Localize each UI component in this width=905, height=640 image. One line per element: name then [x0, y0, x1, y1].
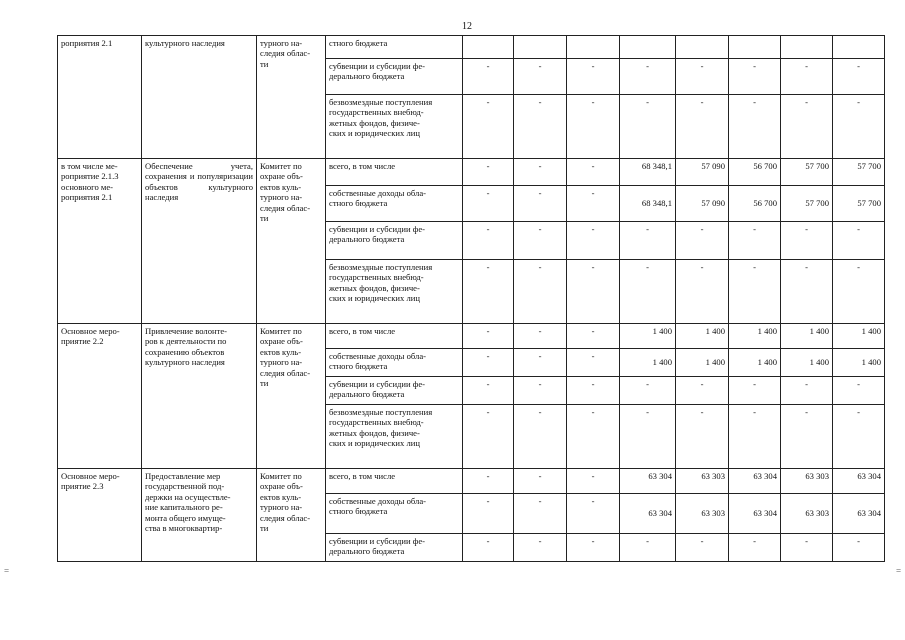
value-cell: - — [514, 349, 567, 377]
value-cell: - — [833, 405, 885, 469]
executor-cell: турного на- следия облас- ти — [257, 36, 326, 159]
value-cell — [463, 36, 514, 59]
value-cell — [833, 36, 885, 59]
value-cell: 1 400 — [620, 324, 676, 349]
value-cell: 1 400 — [676, 349, 729, 377]
value-cell — [567, 36, 620, 59]
value-cell: 1 400 — [676, 324, 729, 349]
value-cell: - — [567, 405, 620, 469]
value-cell: - — [463, 534, 514, 562]
value-cell: - — [567, 324, 620, 349]
funding-source-cell: собственные доходы обла- стного бюджета — [326, 494, 463, 534]
budget-table — [57, 35, 885, 562]
value-cell: 57 700 — [781, 159, 833, 186]
measure-name-cell: Обеспечение учета, сохранения и популяризации объектов культурного наследия — [142, 159, 257, 324]
value-cell: - — [781, 260, 833, 324]
value-cell: - — [514, 59, 567, 95]
funding-source-cell: субвенции и субсидии фе- дерального бюджета — [326, 222, 463, 260]
value-cell: - — [463, 159, 514, 186]
value-cell: - — [463, 405, 514, 469]
value-cell: - — [729, 260, 781, 324]
value-cell: - — [833, 260, 885, 324]
value-cell: - — [676, 222, 729, 260]
funding-source-cell: субвенции и субсидии фе- дерального бюджета — [326, 59, 463, 95]
value-cell: - — [781, 405, 833, 469]
value-cell — [620, 36, 676, 59]
value-cell: 57 090 — [676, 186, 729, 222]
value-cell: - — [567, 95, 620, 159]
measure-name-cell: культурного наследия — [142, 36, 257, 159]
value-cell: - — [833, 95, 885, 159]
value-cell: - — [833, 222, 885, 260]
value-cell: - — [620, 59, 676, 95]
value-cell: 57 090 — [676, 159, 729, 186]
value-cell: - — [729, 222, 781, 260]
value-cell: - — [463, 349, 514, 377]
executor-cell: Комитет по охране объ- ектов куль- турного на- следия облас- ти — [257, 469, 326, 562]
value-cell: - — [620, 222, 676, 260]
value-cell: - — [514, 534, 567, 562]
value-cell: - — [729, 534, 781, 562]
value-cell: 63 303 — [781, 469, 833, 494]
value-cell: - — [567, 59, 620, 95]
funding-source-cell: всего, в том числе — [326, 324, 463, 349]
value-cell: 1 400 — [781, 324, 833, 349]
value-cell: 56 700 — [729, 159, 781, 186]
funding-source-cell: субвенции и субсидии фе- дерального бюджета — [326, 377, 463, 405]
funding-source-cell: безвозмездные поступления государственных внебюд- жетных фондов, физиче- ских и юридических лиц — [326, 260, 463, 324]
value-cell: 63 304 — [620, 469, 676, 494]
value-cell — [729, 36, 781, 59]
value-cell: - — [463, 377, 514, 405]
value-cell: - — [676, 95, 729, 159]
table-row — [58, 469, 885, 494]
value-cell: 68 348,1 — [620, 186, 676, 222]
value-cell: - — [676, 59, 729, 95]
value-cell: 63 303 — [676, 469, 729, 494]
value-cell: - — [567, 222, 620, 260]
value-cell: - — [514, 159, 567, 186]
value-cell: - — [463, 260, 514, 324]
value-cell: - — [567, 534, 620, 562]
table-row — [58, 159, 885, 186]
value-cell: - — [514, 469, 567, 494]
value-cell: - — [567, 469, 620, 494]
value-cell: - — [833, 377, 885, 405]
value-cell: - — [676, 405, 729, 469]
value-cell: - — [567, 186, 620, 222]
value-cell: 1 400 — [781, 349, 833, 377]
funding-source-cell: безвозмездные поступления государственных внебюд- жетных фондов, физиче- ских и юридических лиц — [326, 405, 463, 469]
value-cell: - — [781, 377, 833, 405]
value-cell: - — [514, 186, 567, 222]
value-cell: - — [463, 95, 514, 159]
value-cell: - — [620, 95, 676, 159]
value-cell: - — [567, 349, 620, 377]
value-cell: - — [781, 59, 833, 95]
value-cell — [514, 36, 567, 59]
value-cell: - — [729, 59, 781, 95]
value-cell: 63 304 — [729, 494, 781, 534]
value-cell: - — [620, 534, 676, 562]
funding-source-cell: всего, в том числе — [326, 159, 463, 186]
funding-source-cell: стного бюджета — [326, 36, 463, 59]
measure-cell: Основное меро- приятие 2.2 — [58, 324, 142, 469]
value-cell: - — [463, 469, 514, 494]
value-cell: - — [514, 222, 567, 260]
value-cell: 1 400 — [833, 324, 885, 349]
value-cell: 63 304 — [833, 494, 885, 534]
measure-cell: Основное меро- приятие 2.3 — [58, 469, 142, 562]
value-cell: - — [729, 95, 781, 159]
value-cell: - — [514, 95, 567, 159]
value-cell: - — [514, 405, 567, 469]
value-cell: - — [567, 494, 620, 534]
value-cell: - — [567, 260, 620, 324]
value-cell: - — [833, 534, 885, 562]
value-cell: - — [676, 260, 729, 324]
executor-cell: Комитет по охране объ- ектов куль- турного на- следия облас- ти — [257, 324, 326, 469]
value-cell: 63 303 — [676, 494, 729, 534]
value-cell: 57 700 — [781, 186, 833, 222]
value-cell: 1 400 — [729, 349, 781, 377]
funding-source-cell: собственные доходы обла- стного бюджета — [326, 349, 463, 377]
value-cell: 57 700 — [833, 159, 885, 186]
value-cell: - — [514, 377, 567, 405]
value-cell: 56 700 — [729, 186, 781, 222]
table-row — [58, 324, 885, 349]
value-cell: - — [781, 95, 833, 159]
value-cell: - — [781, 534, 833, 562]
value-cell: 63 303 — [781, 494, 833, 534]
value-cell: - — [463, 186, 514, 222]
funding-source-cell: субвенции и субсидии фе- дерального бюджета — [326, 534, 463, 562]
value-cell: - — [833, 59, 885, 95]
value-cell: - — [463, 59, 514, 95]
value-cell: - — [620, 260, 676, 324]
value-cell: - — [514, 494, 567, 534]
value-cell: - — [676, 534, 729, 562]
measure-cell: роприятия 2.1 — [58, 36, 142, 159]
value-cell: 63 304 — [729, 469, 781, 494]
value-cell: - — [620, 377, 676, 405]
table-row — [58, 36, 885, 59]
value-cell: 63 304 — [833, 469, 885, 494]
value-cell — [676, 36, 729, 59]
value-cell: - — [729, 377, 781, 405]
value-cell: - — [463, 494, 514, 534]
value-cell: - — [463, 324, 514, 349]
value-cell: - — [729, 405, 781, 469]
funding-source-cell: всего, в том числе — [326, 469, 463, 494]
funding-source-cell: безвозмездные поступления государственных внебюд- жетных фондов, физиче- ских и юридических лиц — [326, 95, 463, 159]
value-cell: 1 400 — [729, 324, 781, 349]
page-number: 12 — [462, 21, 472, 32]
measure-name-cell: Привлечение волонте- ров к деятельности по сохранению объектов культурного наследия — [142, 324, 257, 469]
measure-name-cell: Предоставление мер государственной под- держки на осуществле- ние капитального ре- монта общего имуще- ства в многоквартир- — [142, 469, 257, 562]
margin-mark-left: = — [4, 566, 10, 576]
value-cell: - — [567, 377, 620, 405]
value-cell: 57 700 — [833, 186, 885, 222]
value-cell: - — [620, 405, 676, 469]
value-cell: - — [676, 377, 729, 405]
value-cell: 1 400 — [620, 349, 676, 377]
value-cell: - — [567, 159, 620, 186]
value-cell: 68 348,1 — [620, 159, 676, 186]
value-cell: - — [514, 324, 567, 349]
value-cell: - — [514, 260, 567, 324]
margin-mark-right: = — [896, 566, 902, 576]
measure-cell: в том числе ме- роприятие 2.1.3 основного ме- роприятия 2.1 — [58, 159, 142, 324]
value-cell — [781, 36, 833, 59]
value-cell: 63 304 — [620, 494, 676, 534]
value-cell: - — [463, 222, 514, 260]
value-cell: 1 400 — [833, 349, 885, 377]
funding-source-cell: собственные доходы обла- стного бюджета — [326, 186, 463, 222]
value-cell: - — [781, 222, 833, 260]
executor-cell: Комитет по охране объ- ектов куль- турного на- следия облас- ти — [257, 159, 326, 324]
